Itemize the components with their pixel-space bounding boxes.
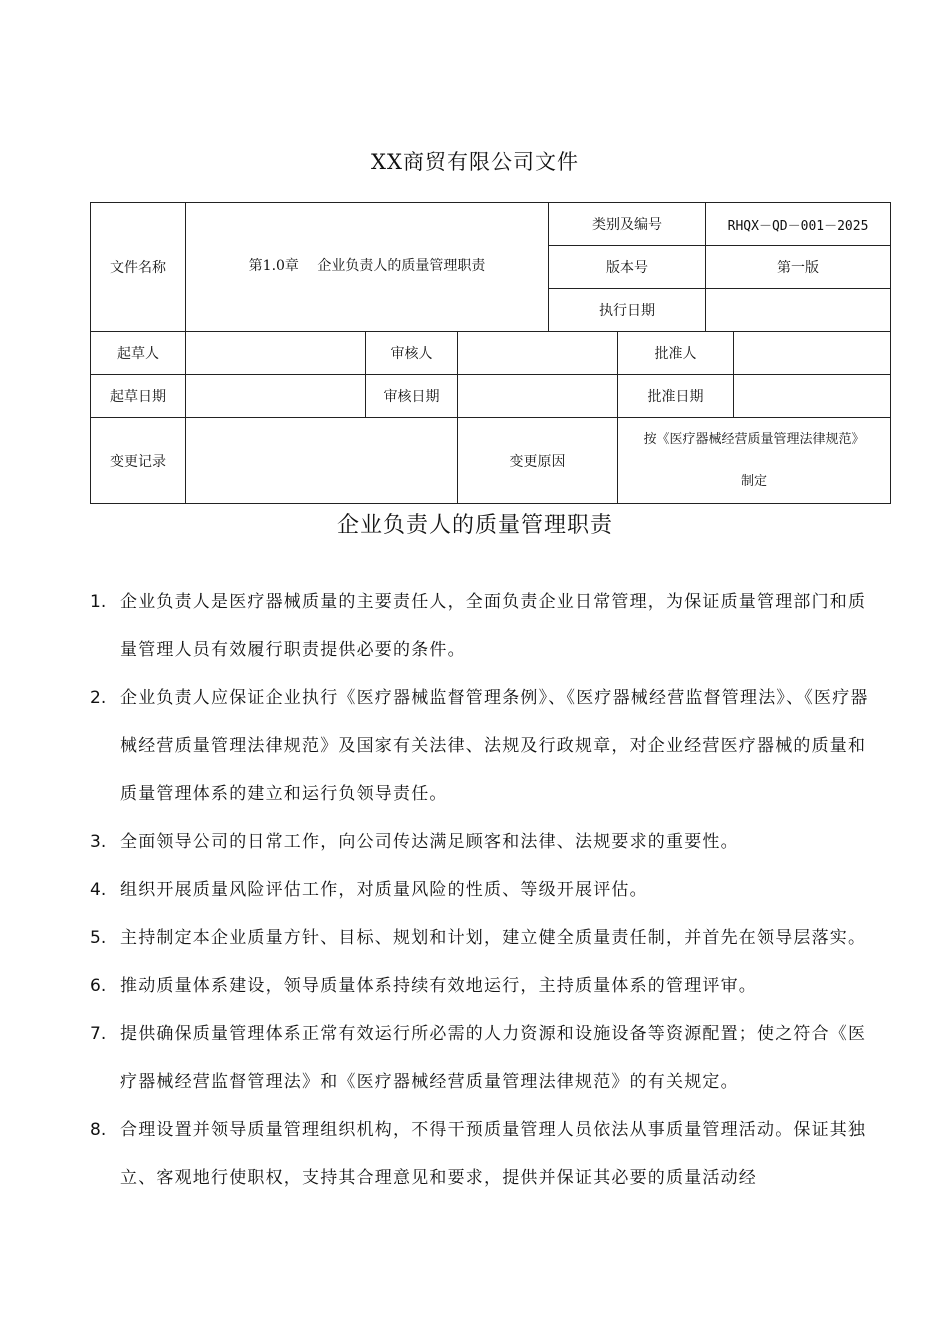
item-number: 8.: [90, 1120, 107, 1140]
reviewer-label: 审核人: [366, 332, 458, 375]
draft-date-label: 起草日期: [91, 375, 186, 418]
doc-name-value: 第1.0章 企业负责人的质量管理职责: [186, 203, 549, 332]
approve-date-label: 批准日期: [618, 375, 734, 418]
approver-value: [734, 332, 891, 375]
version-label: 版本号: [549, 246, 706, 289]
item-number: 5.: [90, 928, 107, 948]
approve-date-value: [734, 375, 891, 418]
item-text: 企业负责人应保证企业执行《医疗器械监督管理条例》、《医疗器械经营监督管理法》、《医疗器械经营质量管理法律规范》及国家有关法律、法规及行政规章，对企业经营医疗器械的质量和质量管理体系的建立和运行负领导责任。: [120, 688, 869, 804]
list-item: [90, 578, 880, 674]
change-reason-value: [618, 418, 891, 504]
duty-list: [90, 578, 880, 1202]
category-value: RHQX－QD－001－2025: [706, 203, 891, 246]
doc-name-label: 文件名称: [91, 203, 186, 332]
item-number: 6.: [90, 976, 107, 996]
item-text: 推动质量体系建设，领导质量体系持续有效地运行，主持质量体系的管理评审。: [120, 976, 757, 996]
approver-label: 批准人: [618, 332, 734, 375]
draft-date-value: [186, 375, 366, 418]
review-date-value: [458, 375, 618, 418]
item-number: 7.: [90, 1024, 107, 1044]
change-record-value: [186, 418, 458, 504]
drafter-label: 起草人: [91, 332, 186, 375]
list-item: [90, 866, 880, 914]
list-item: [90, 818, 880, 866]
version-value: 第一版: [706, 246, 891, 289]
change-reason-line2: 制定: [741, 473, 768, 489]
reviewer-value: [458, 332, 618, 375]
list-item: [90, 1010, 880, 1106]
list-item: [90, 1106, 880, 1202]
item-number: 4.: [90, 880, 107, 900]
review-date-label: 审核日期: [366, 375, 458, 418]
change-reason-label: 变更原因: [458, 418, 618, 504]
change-record-label: 变更记录: [91, 418, 186, 504]
item-number: 1.: [90, 592, 107, 612]
item-text: 合理设置并领导质量管理组织机构，不得干预质量管理人员依法从事质量管理活动。保证其独立、客观地行使职权，支持其合理意见和要求，提供并保证其必要的质量活动经: [120, 1120, 867, 1188]
item-number: 2.: [90, 688, 107, 708]
item-text: 企业负责人是医疗器械质量的主要责任人，全面负责企业日常管理，为保证质量管理部门和质量管理人员有效履行职责提供必要的条件。: [120, 592, 867, 660]
item-text: 组织开展质量风险评估工作，对质量风险的性质、等级开展评估。: [120, 880, 648, 900]
category-label: 类别及编号: [549, 203, 706, 246]
exec-date-value: [706, 289, 891, 332]
item-text: 主持制定本企业质量方针、目标、规划和计划，建立健全质量责任制，并首先在领导层落实。: [120, 928, 867, 948]
item-number: 3.: [90, 832, 107, 852]
document-title: XX商贸有限公司文件: [371, 150, 579, 174]
list-item: [90, 674, 880, 818]
change-reason-line1: 按《医疗器械经营质量管理法律规范》: [643, 431, 865, 447]
document-info-table: [90, 202, 891, 504]
item-text: 全面领导公司的日常工作，向公司传达满足顾客和法律、法规要求的重要性。: [120, 832, 739, 852]
list-item: [90, 914, 880, 962]
section-title: 企业负责人的质量管理职责: [336, 513, 613, 538]
exec-date-label: 执行日期: [549, 289, 706, 332]
list-item: [90, 962, 880, 1010]
drafter-value: [186, 332, 366, 375]
item-text: 提供确保质量管理体系正常有效运行所必需的人力资源和设施设备等资源配置；使之符合《医疗器械经营监督管理法》和《医疗器械经营质量管理法律规范》的有关规定。: [120, 1024, 867, 1092]
